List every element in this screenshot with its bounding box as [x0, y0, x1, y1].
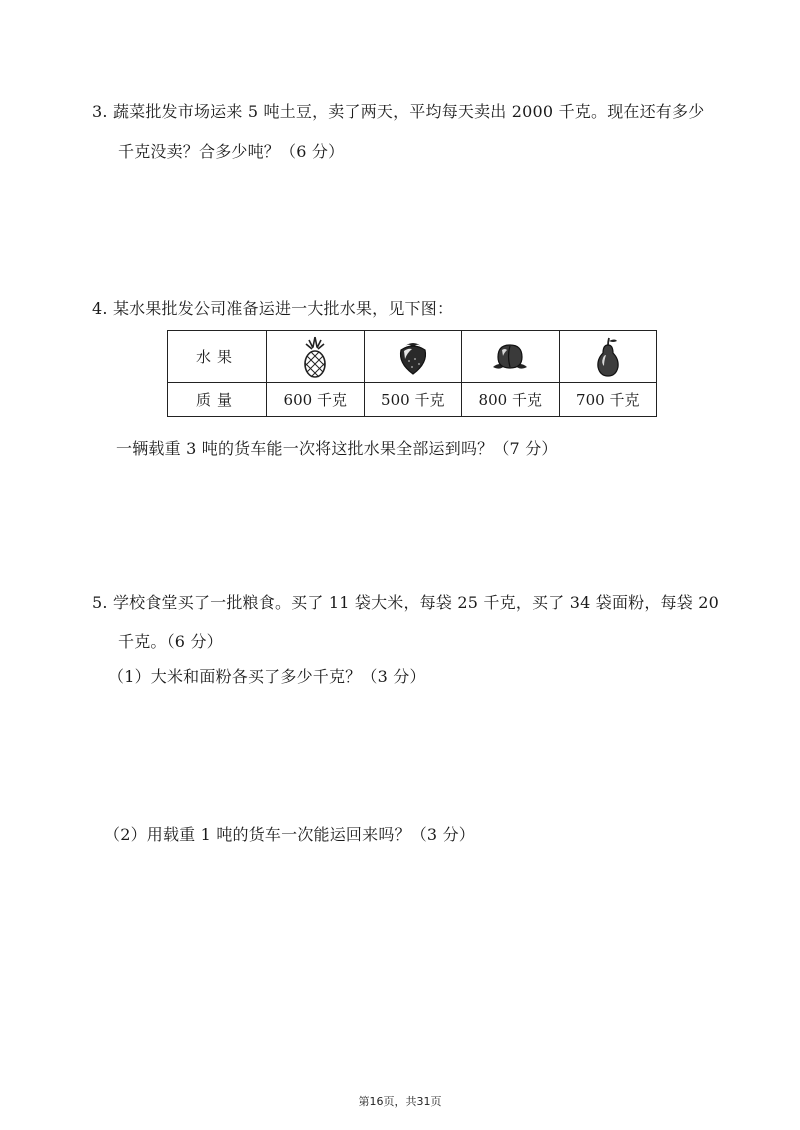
fruit-header: 水果: [168, 331, 267, 383]
pineapple-icon: [300, 335, 330, 379]
fruit-table: [167, 330, 657, 417]
peach-icon: [489, 340, 531, 374]
page-footer: 第16页，共31页: [358, 1095, 442, 1108]
weight-strawberry: 500 千克: [364, 383, 462, 417]
weight-pineapple: 600 千克: [267, 383, 365, 417]
q5-sub1: （1）大米和面粉各买了多少千克？（3 分）: [108, 667, 426, 686]
q5-line1: 5. 学校食堂买了一批粮食。买了 11 袋大米，每袋 25 千克，买了 34 袋面粉，每袋 20: [92, 593, 719, 612]
weight-row: [168, 383, 657, 417]
fruit-row: [168, 331, 657, 383]
weight-header: 质量: [168, 383, 267, 417]
strawberry-icon: [395, 337, 431, 377]
weight-peach: 800 千克: [462, 383, 560, 417]
fruit-cell-pineapple: [267, 331, 365, 383]
q3-line2: 千克没卖？合多少吨？（6 分）: [118, 142, 345, 161]
q4-intro: 4. 某水果批发公司准备运进一大批水果，见下图：: [92, 299, 454, 318]
q5-line2: 千克。（6 分）: [118, 632, 223, 651]
pear-icon: [593, 336, 623, 378]
q5-sub2: （2）用载重 1 吨的货车一次能运回来吗？（3 分）: [104, 825, 475, 844]
weight-pear: 700 千克: [559, 383, 657, 417]
fruit-cell-pear: [559, 331, 657, 383]
fruit-cell-peach: [462, 331, 560, 383]
fruit-cell-strawberry: [364, 331, 462, 383]
q3-line1: 3. 蔬菜批发市场运来 5 吨土豆，卖了两天，平均每天卖出 2000 千克。现在还有多少: [92, 102, 705, 121]
q4-question: 一辆载重 3 吨的货车能一次将这批水果全部运到吗？（7 分）: [116, 439, 558, 458]
